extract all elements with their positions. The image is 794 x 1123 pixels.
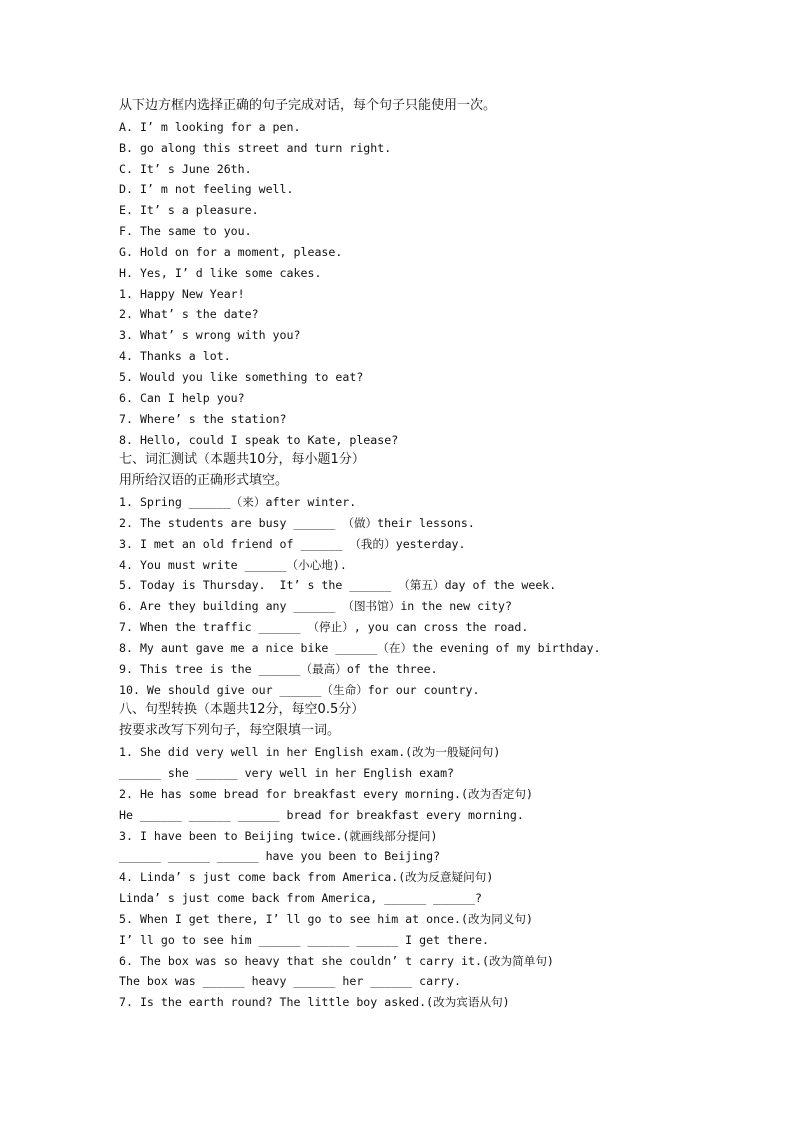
vocab-item-6: 6. Are they building any ______ （图书馆）in the new city? — [119, 599, 513, 614]
section-8-instruction: 按要求改写下列句子，每空限填一词。 — [119, 723, 341, 739]
section-8-heading: 八、句型转换（本题共12分，每空0.5分） — [119, 702, 365, 718]
dialogue-question-7: 7. Where’ s the station? — [119, 411, 287, 426]
vocab-item-10: 10. We should give our ______（生命）for our country. — [119, 682, 480, 697]
transform-item-5: 5. When I get there, I’ ll go to see him at once.(改为同义句) — [119, 911, 533, 926]
vocab-item-7: 7. When the traffic ______ （停止）, you can cross the road. — [119, 620, 529, 635]
transform-answer-3: ______ ______ ______ have you been to Beijing? — [119, 849, 441, 864]
vocab-item-2: 2. The students are busy ______ （做）their lessons. — [119, 515, 475, 530]
option-h: H. Yes, I’ d like some cakes. — [119, 265, 322, 280]
transform-item-3: 3. I have been to Beijing twice.(就画线部分提问) — [119, 828, 438, 843]
section-7-instruction: 用所给汉语的正确形式填空。 — [119, 473, 289, 489]
transform-item-4: 4. Linda’ s just come back from America.(改为反意疑问句) — [119, 870, 494, 885]
dialogue-question-6: 6. Can I help you? — [119, 390, 245, 405]
option-e: E. It’ s a pleasure. — [119, 203, 259, 218]
transform-item-2: 2. He has some bread for breakfast every morning.(改为否定句) — [119, 786, 533, 801]
transform-answer-2: He ______ ______ ______ bread for breakfast every morning. — [119, 807, 524, 822]
vocab-item-3: 3. I met an old friend of ______ （我的）yesterday. — [119, 536, 466, 551]
option-b: B. go along this street and turn right. — [119, 140, 392, 155]
option-f: F. The same to you. — [119, 224, 252, 239]
transform-item-1: 1. She did very well in her English exam.(改为一般疑问句) — [119, 745, 501, 760]
vocab-item-4: 4. You must write ______（小心地). — [119, 557, 347, 572]
option-g: G. Hold on for a moment, please. — [119, 244, 343, 259]
section-7-heading: 七、词汇测试（本题共10分，每小题1分） — [119, 452, 365, 468]
option-a: A. I’ m looking for a pen. — [119, 119, 301, 134]
dialogue-question-3: 3. What’ s wrong with you? — [119, 328, 301, 343]
transform-answer-6: The box was ______ heavy ______ her ______ carry. — [119, 974, 462, 989]
dialogue-question-1: 1. Happy New Year! — [119, 286, 245, 301]
transform-answer-4: Linda’ s just come back from America, ______ ______? — [119, 891, 482, 906]
option-d: D. I’ m not feeling well. — [119, 182, 294, 197]
vocab-item-8: 8. My aunt gave me a nice bike ______（在）the evening of my birthday. — [119, 640, 601, 655]
instruction-matching: 从下边方框内选择正确的句子完成对话，每个句子只能使用一次。 — [119, 98, 497, 113]
vocab-item-1: 1. Spring ______（来）after winter. — [119, 495, 357, 510]
vocab-item-9: 9. This tree is the ______（最高）of the three. — [119, 661, 438, 676]
option-c: C. It’ s June 26th. — [119, 161, 252, 176]
transform-answer-1: ______ she ______ very well in her English exam? — [119, 766, 455, 780]
transform-answer-5: I’ ll go to see him ______ ______ ______ I get there. — [119, 932, 489, 947]
dialogue-question-2: 2. What’ s the date? — [119, 307, 259, 322]
dialogue-question-4: 4. Thanks a lot. — [119, 349, 231, 364]
document-body — [119, 96, 759, 1013]
vocab-item-5: 5. Today is Thursday. It’ s the ______ （第五）day of the week. — [119, 578, 557, 593]
dialogue-question-8: 8. Hello, could I speak to Kate, please? — [119, 432, 399, 447]
transform-item-7: 7. Is the earth round? The little boy asked.(改为宾语从句) — [119, 995, 510, 1010]
transform-item-6: 6. The box was so heavy that she couldn’ t carry it.(改为简单句) — [119, 953, 554, 968]
dialogue-question-5: 5. Would you like something to eat? — [119, 369, 364, 384]
